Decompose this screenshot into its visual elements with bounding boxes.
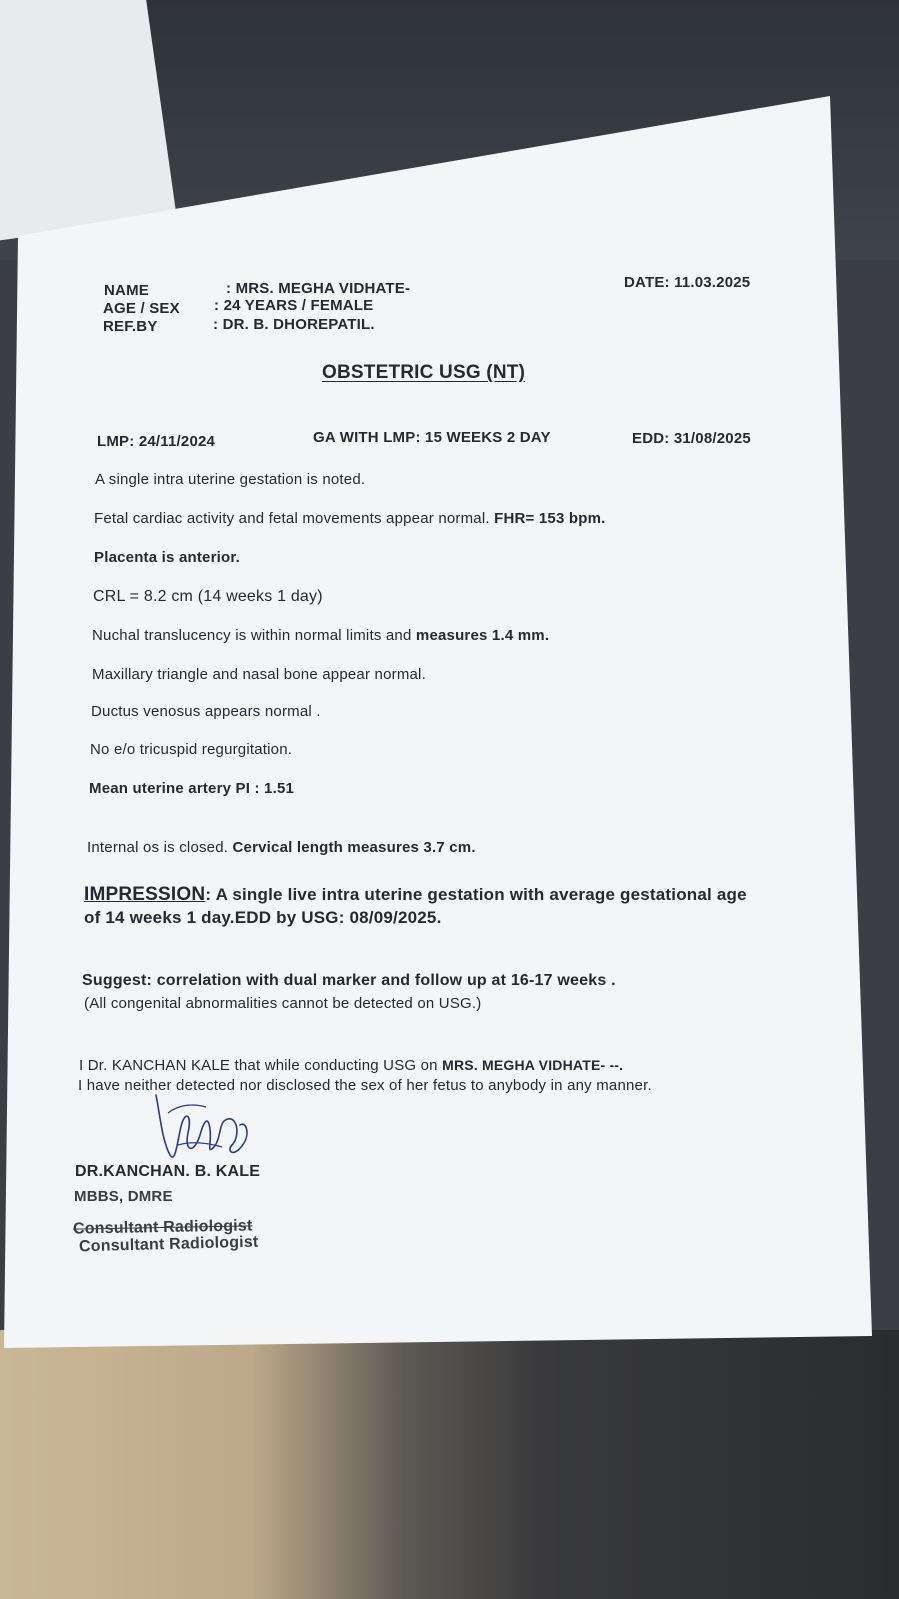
doctor-signature xyxy=(148,1085,258,1175)
ref-by-value: : DR. B. DHOREPATIL. xyxy=(213,316,375,333)
finding-cardiac xyxy=(94,510,606,528)
impression-colon: : xyxy=(205,885,212,904)
background-desk-bottom xyxy=(0,1330,899,1599)
finding-nt xyxy=(92,627,549,645)
finding-uterine-pi: Mean uterine artery PI : 1.51 xyxy=(89,780,295,797)
cardiac-text: Fetal cardiac activity and fetal movements appear normal. xyxy=(94,510,490,527)
report-title: OBSTETRIC USG (NT) xyxy=(322,362,526,383)
suggest-line: Suggest: correlation with dual marker and follow up at 16-17 weeks . xyxy=(82,972,616,989)
declaration-text: I Dr. KANCHAN KALE that while conducting USG on xyxy=(79,1057,438,1074)
role-struck: Consultant Radiologist xyxy=(72,1217,253,1238)
declaration-patient: MRS. MEGHA VIDHATE- --. xyxy=(442,1057,624,1073)
finding-placenta: Placenta is anterior. xyxy=(94,549,240,566)
finding-tricuspid: No e/o tricuspid regurgitation. xyxy=(90,741,293,758)
ref-by-label: REF.BY xyxy=(103,318,158,335)
impression-text-1: A single live intra uterine gestation with average gestational age xyxy=(215,885,747,904)
finding-gestation: A single intra uterine gestation is noted. xyxy=(95,471,366,488)
report-date: DATE: 11.03.2025 xyxy=(624,274,751,291)
cervical-length: Cervical length measures 3.7 cm. xyxy=(232,839,476,856)
age-sex-label: AGE / SEX xyxy=(103,300,180,317)
doctor-degree: MBBS, DMRE xyxy=(74,1188,173,1205)
impression-line-1 xyxy=(84,884,747,906)
name-label: NAME xyxy=(104,282,149,299)
declaration-line-2: I have neither detected nor disclosed the sex of her fetus to anybody in any manner. xyxy=(78,1077,652,1094)
doctor-name: DR.KANCHAN. B. KALE xyxy=(75,1163,261,1180)
doctor-role: Consultant Radiologist xyxy=(78,1233,259,1256)
fhr-value: FHR= 153 bpm. xyxy=(494,510,606,527)
ga-with-lmp: GA WITH LMP: 15 WEEKS 2 DAY xyxy=(313,429,551,446)
lmp-date: LMP: 24/11/2024 xyxy=(97,433,216,450)
finding-ductus: Ductus venosus appears normal . xyxy=(91,703,321,720)
background-paper-corner xyxy=(0,0,176,242)
impression-label: IMPRESSION xyxy=(84,884,206,905)
declaration-line-1 xyxy=(79,1056,623,1075)
name-value: : MRS. MEGHA VIDHATE- xyxy=(226,280,411,297)
edd-date: EDD: 31/08/2025 xyxy=(632,430,751,447)
impression-text-2: of 14 weeks 1 day.EDD by USG: 08/09/2025. xyxy=(84,908,442,927)
os-text: Internal os is closed. xyxy=(87,839,229,856)
finding-cervix xyxy=(87,839,476,857)
nt-measure: measures 1.4 mm. xyxy=(415,627,550,644)
finding-maxillary: Maxillary triangle and nasal bone appear normal. xyxy=(92,666,426,683)
age-sex-value: : 24 YEARS / FEMALE xyxy=(214,297,374,314)
nt-text: Nuchal translucency is within normal limits and xyxy=(92,627,412,644)
finding-crl: CRL = 8.2 cm (14 weeks 1 day) xyxy=(93,588,323,605)
usg-disclaimer: (All congenital abnormalities cannot be detected on USG.) xyxy=(84,995,482,1012)
